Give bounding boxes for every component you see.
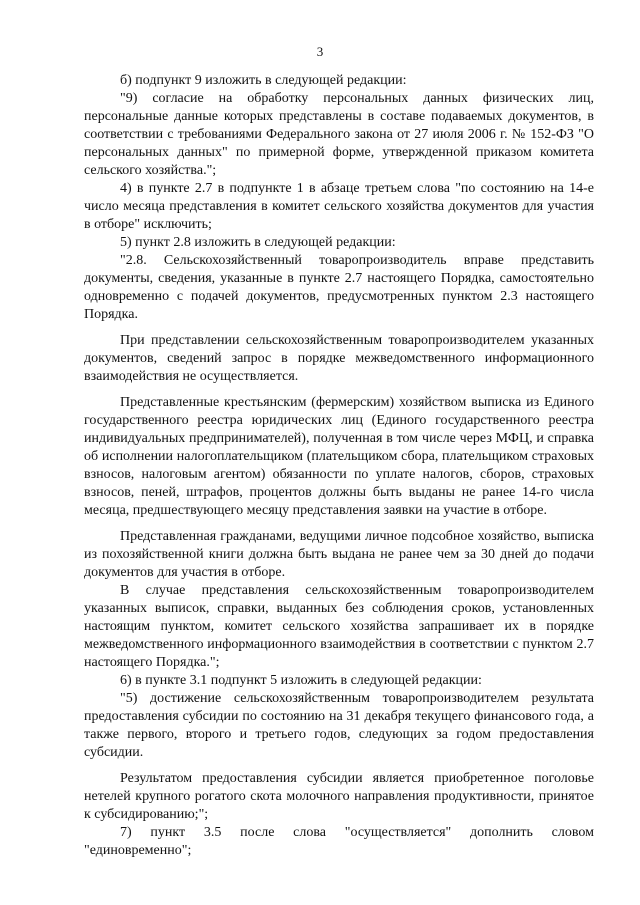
paragraph-deadline-violation: В случае представления сельскохозяйственным товаропроизводителем указанных выписок, справки, выданных без соблюдения сроков, установленных настоящим пунктом, комитет сельского хозяйства запрашивает их в порядке межведомственного информационного взаимодействия в соответствии с пунктом 2.7 настоящего Порядка."; bbox=[84, 583, 594, 670]
paragraph-household-extract: Представленная гражданами, ведущими личное подсобное хозяйство, выписка из похозяйственной книги должна быть выдана не ранее чем за 30 дней до подачи документов для участия в отборе. bbox=[84, 529, 594, 580]
paragraph-subsidy-result: "5) достижение сельскохозяйственным товаропроизводителем результата предоставления субсидии по состоянию на 31 декабря текущего финансового года, а также первого, второго и третьего годов, следующих за годом предоставления субсидии. bbox=[84, 691, 594, 760]
paragraph-subitem-6: б) подпункт 9 изложить в следующей редакции: bbox=[120, 73, 407, 88]
paragraph-item-4: 4) в пункте 2.7 в подпункте 1 в абзаце третьем слова "по состоянию на 14-е число месяца представления в комитет сельского хозяйства документов для участия в отборе" исключить; bbox=[84, 181, 594, 232]
paragraph-item-5: 5) пункт 2.8 изложить в следующей редакции: bbox=[120, 235, 396, 250]
paragraph-result-livestock: Результатом предоставления субсидии является приобретенное поголовье нетелей крупного рогатого скота молочного направления продуктивности, принятое к субсидированию;"; bbox=[84, 771, 594, 822]
page-number: 3 bbox=[316, 44, 324, 59]
paragraph-clause-2-8: "2.8. Сельскохозяйственный товаропроизводитель вправе представить документы, сведения, указанные в пункте 2.7 настоящего Порядка, самостоятельно одновременно с подачей документов, предусмотренных пунктом 2.3 настоящего Порядка. bbox=[84, 253, 594, 322]
paragraph-interagency-request: При представлении сельскохозяйственным товаропроизводителем указанных документов, сведений запрос в порядке межведомственного информационного взаимодействия не осуществляется. bbox=[84, 333, 594, 384]
paragraph-consent-personal-data: "9) согласие на обработку персональных данных физических лиц, персональные данные которых представлены в составе подаваемых документов, в соответствии с требованиями Федерального закона от 27 июля 2006 г. № 152-ФЗ "О персональных данных" по примерной форме, утвержденной приказом комитета сельского хозяйства."; bbox=[84, 91, 594, 178]
paragraph-item-7: 7) пункт 3.5 после слова "осуществляется" дополнить словом "единовременно"; bbox=[84, 825, 594, 858]
paragraph-farm-extract: Представленные крестьянским (фермерским) хозяйством выписка из Единого государственного реестра юридических лиц (Единого государственного реестра индивидуальных предпринимателей), полученная в том числе через МФЦ, и справка об исполнении налогоплательщиком (плательщиком сбора, плательщиком страховых взносов, налоговым агентом) обязанности по уплате налогов, сборов, страховых взносов, пеней, штрафов, процентов должны быть выданы не ранее 14-го числа месяца, предшествующего месяцу представления заявки на участие в отборе. bbox=[84, 395, 594, 518]
paragraph-item-6: 6) в пункте 3.1 подпункт 5 изложить в следующей редакции: bbox=[120, 673, 482, 688]
document-body bbox=[84, 72, 594, 860]
